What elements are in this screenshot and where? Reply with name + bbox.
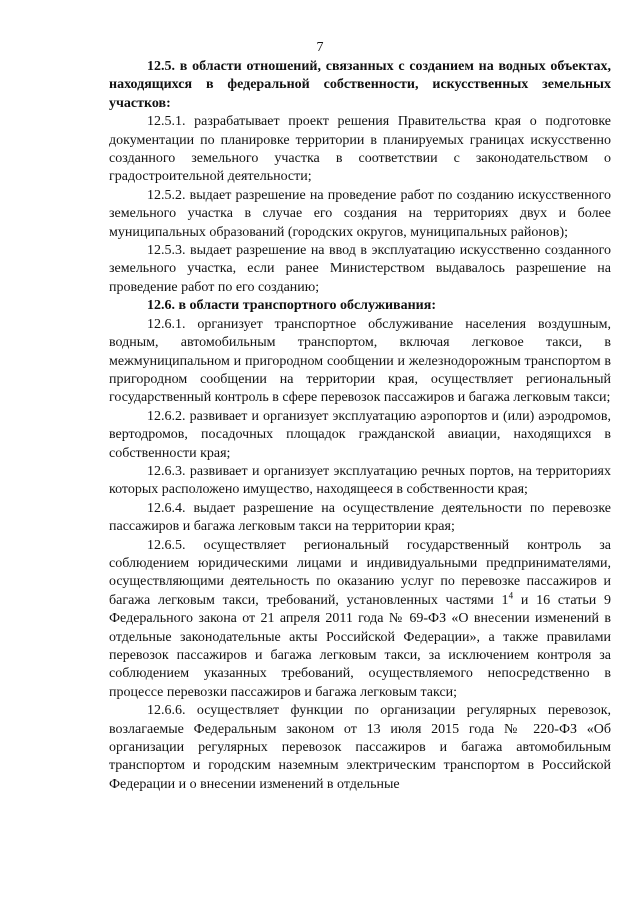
document-body (109, 58, 611, 794)
paragraph-12-6-4: 12.6.4. выдает разрешение на осуществление деятельности по перевозке пассажиров и багажа легковым такси на территории края; (109, 500, 611, 535)
paragraph-12-6-2: 12.6.2. развивает и организует эксплуатацию аэропортов и (или) аэродромов, вертодромов, посадочных площадок гражданской авиации, находящихся в собственности края; (109, 408, 611, 461)
paragraph-12-6-3: 12.6.3. развивает и организует эксплуатацию речных портов, на территориях которых расположено имущество, находящееся в собственности края; (109, 463, 611, 498)
section-heading-12-6: 12.6. в области транспортного обслуживания: (147, 298, 436, 314)
paragraph-12-6-5-text-before: 12.6.5. осуществляет региональный государственный контроль за соблюдением юридическими лицами и индивидуальными предпринимателями, осуществляющими деятельность по оказанию услуг по перевозке пассажиров и багажа легковым такси, требований, установленных частями 1 (109, 537, 611, 608)
page-number: 7 (316, 40, 324, 55)
paragraph-12-6-5 (109, 537, 611, 703)
paragraph-12-5-1: 12.5.1. разрабатывает проект решения Правительства края о подготовке документации по планировке территории в планируемых границах искусственно созданного земельного участка в соответствии с законодательством о градостроительной деятельности; (109, 114, 611, 185)
paragraph-12-6-1: 12.6.1. организует транспортное обслуживание населения воздушным, водным, автомобильным транспортом, включая легковое такси, в межмуниципальном и пригородном сообщении и железнодорожным транспортом в пригородном сообщении на территории края, осуществляет региональный государственный контроль в сфере перевозок пассажиров и багажа легковым такси; (109, 316, 611, 406)
paragraph-12-6-5-text-after: и 16 статьи 9 Федерального закона от 21 апреля 2011 года № 69-ФЗ «О внесении изменений в отдельные законодательные акты Российской Федерации», а также правилами перевозок пассажиров и багажа легковым такси, за исключением контроля за соблюдением указанных требований, осуществляемого непосредственно в процессе перевозки пассажиров и багажа легковым такси; (109, 592, 611, 700)
paragraph-12-5-2: 12.5.2. выдает разрешение на проведение работ по созданию искусственного земельного участка в случае его создания на территориях двух и более муниципальных образований (городских округов, муниципальных районов); (109, 187, 611, 240)
superscript-4: 4 (508, 590, 514, 601)
paragraph-12-6-6: 12.6.6. осуществляет функции по организации регулярных перевозок, возлагаемые Федеральным законом от 13 июля 2015 года № 220-ФЗ «Об организации регулярных перевозок пассажиров и багажа автомобильным транспортом и городским наземным электрическим транспортом в Российской Федерации и о внесении изменений в отдельные (109, 703, 611, 792)
paragraph-12-5-3: 12.5.3. выдает разрешение на ввод в эксплуатацию искусственно созданного земельного участка, если ранее Министерством выдавалось разрешение на проведение работ по его созданию; (109, 243, 611, 295)
section-heading-12-5: 12.5. в области отношений, связанных с созданием на водных объектах, находящихся в федеральной собственности, искусственных земельных участков: (109, 59, 611, 111)
